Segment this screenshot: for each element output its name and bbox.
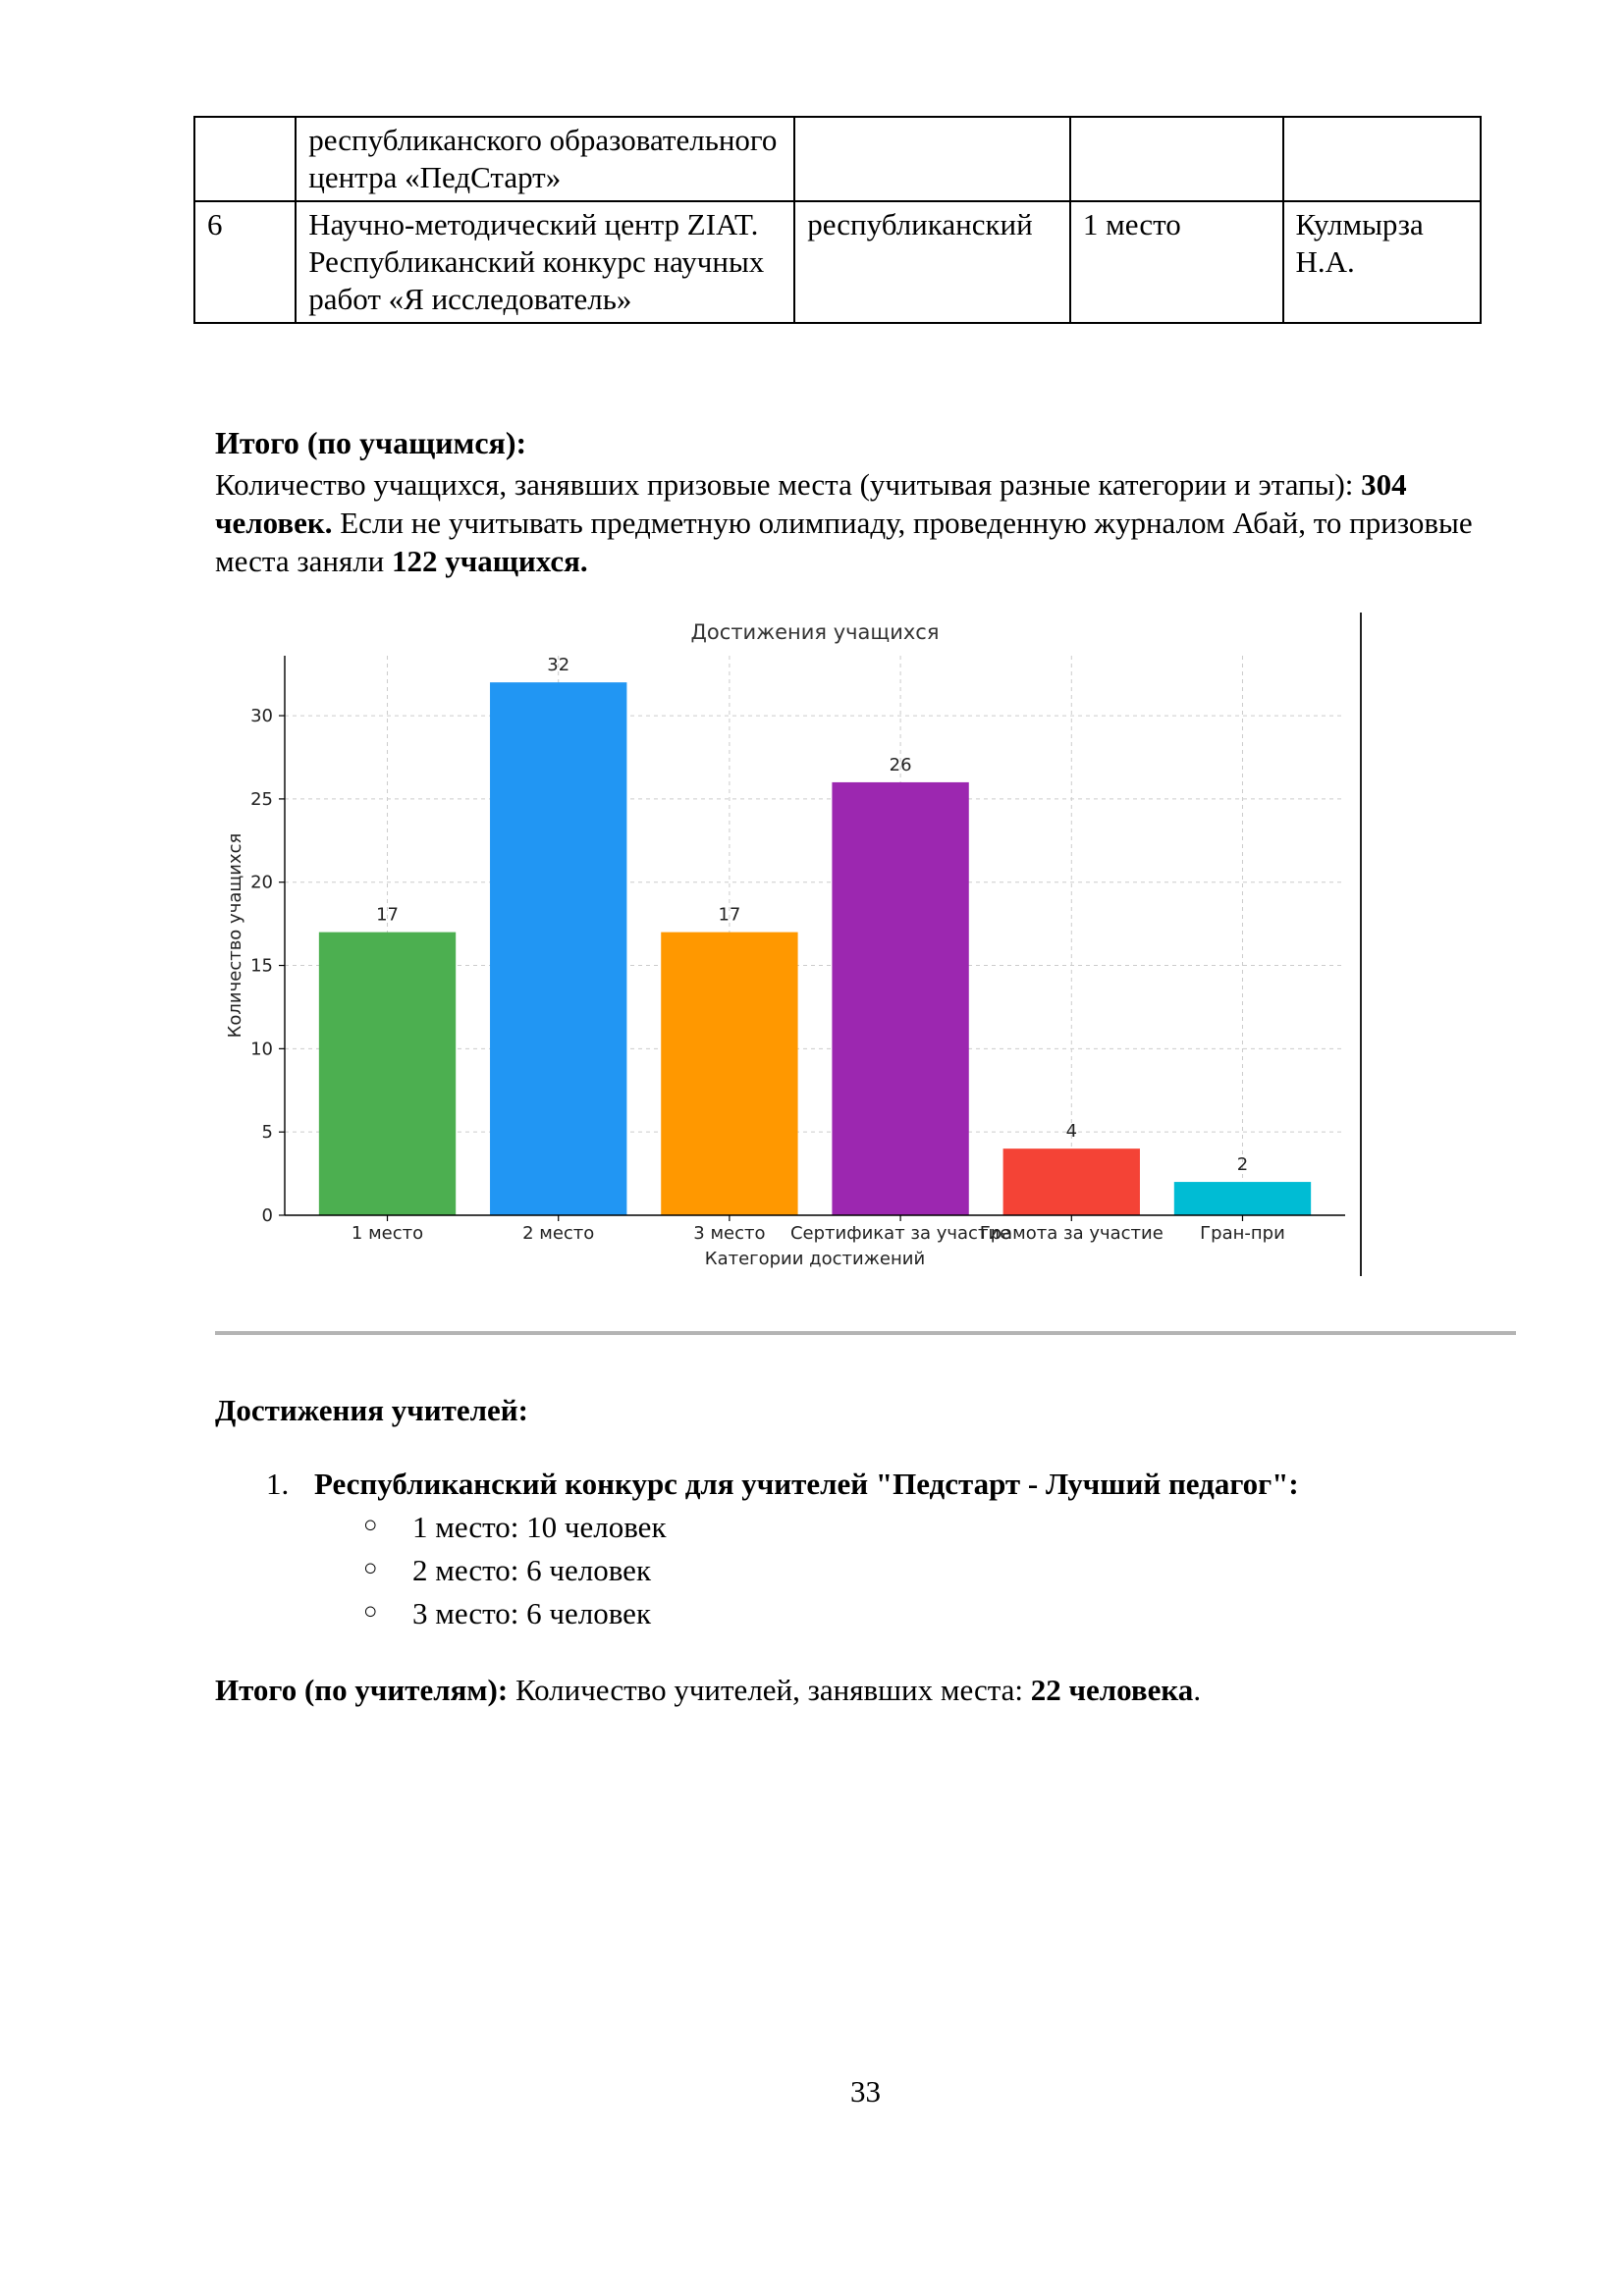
list-number: 1. <box>266 1467 290 1501</box>
bullet-icon: ○ <box>363 1513 378 1538</box>
students-summary-text-2: Если не учитывать предметную олимпиаду, проведенную журналом Абай, то призовые места заняли <box>215 506 1473 578</box>
x-tick-label: Грамота за участие <box>979 1223 1164 1244</box>
table-cell-teacher: Кулмырза Н.А. <box>1283 201 1481 323</box>
table-cell-name: Научно-методический центр ZIAT. Республиканский конкурс научных работ «Я исследователь» <box>296 201 794 323</box>
teachers-total: 22 человека <box>1030 1673 1194 1707</box>
y-tick-label: 15 <box>250 955 273 977</box>
x-tick-label: 1 место <box>351 1223 424 1244</box>
bar-value-label: 2 <box>1236 1154 1249 1176</box>
x-tick-label: Сертификат за участие <box>789 1223 1011 1244</box>
y-tick-label: 0 <box>261 1205 273 1226</box>
students-summary-heading: Итого (по учащимся): <box>215 425 527 460</box>
bar <box>661 933 797 1215</box>
bullet-icon: ○ <box>363 1556 378 1581</box>
bar <box>832 782 968 1215</box>
bar-value-label: 32 <box>547 655 570 676</box>
y-tick-label: 5 <box>261 1122 273 1144</box>
table-cell-teacher <box>1283 117 1481 201</box>
table-cell-level: республиканский <box>794 201 1070 323</box>
list-item: 1 место: 10 человек <box>412 1510 667 1544</box>
bar <box>319 933 456 1215</box>
list-item: 3 место: 6 человек <box>412 1596 652 1630</box>
table-row <box>194 117 1481 201</box>
section-divider <box>215 1331 1516 1335</box>
y-tick-label: 20 <box>250 872 273 893</box>
page-number: 33 <box>850 2074 881 2109</box>
bar-value-label: 17 <box>718 904 741 926</box>
bar-value-label: 26 <box>889 754 912 775</box>
x-tick-label: 2 место <box>522 1223 595 1244</box>
students-summary-text: Количество учащихся, занявших призовые места (учитывая разные категории и этапы): <box>215 467 1362 502</box>
students-total-no-olympiad: 122 учащихся. <box>392 544 588 578</box>
x-axis-label: Категории достижений <box>704 1249 926 1269</box>
bar-value-label: 4 <box>1065 1121 1078 1143</box>
y-tick-label: 30 <box>250 706 273 727</box>
y-tick-label: 25 <box>250 788 273 810</box>
chart-bars <box>319 682 1311 1215</box>
teachers-contest-title: Республиканский конкурс для учителей "Педстарт - Лучший педагог": <box>314 1467 1299 1501</box>
students-summary-paragraph <box>215 465 1521 580</box>
teachers-heading: Достижения учителей: <box>215 1393 528 1427</box>
bar <box>490 682 626 1215</box>
teachers-summary-label: Итого (по учителям): <box>215 1673 509 1707</box>
bullet-icon: ○ <box>363 1599 378 1625</box>
y-axis-label: Количество учащихся <box>225 832 245 1039</box>
bar-value-label: 17 <box>376 904 399 926</box>
students-total: 304 человек. <box>215 467 1407 540</box>
x-tick-label: 3 место <box>693 1223 766 1244</box>
teachers-summary-text: Количество учителей, занявших места: <box>508 1673 1031 1707</box>
table-cell-name: республиканского образовательного центра «ПедСтарт» <box>296 117 794 201</box>
table-cell-result <box>1070 117 1283 201</box>
teachers-summary-end: . <box>1193 1673 1202 1707</box>
table-cell-num <box>194 117 296 201</box>
list-item: 2 место: 6 человек <box>412 1553 652 1587</box>
bar <box>1003 1148 1140 1215</box>
table-cell-level <box>794 117 1070 201</box>
table-row <box>194 201 1481 323</box>
teachers-summary <box>215 1672 1201 1709</box>
chart-title: Достижения учащихся <box>690 620 940 644</box>
table-cell-num: 6 <box>194 201 296 323</box>
results-table <box>193 116 1482 324</box>
x-tick-label: Гран-при <box>1200 1223 1285 1244</box>
bar <box>1174 1182 1311 1215</box>
achievements-bar-chart <box>196 609 1375 1276</box>
table-cell-result: 1 место <box>1070 201 1283 323</box>
y-tick-label: 10 <box>250 1039 273 1060</box>
